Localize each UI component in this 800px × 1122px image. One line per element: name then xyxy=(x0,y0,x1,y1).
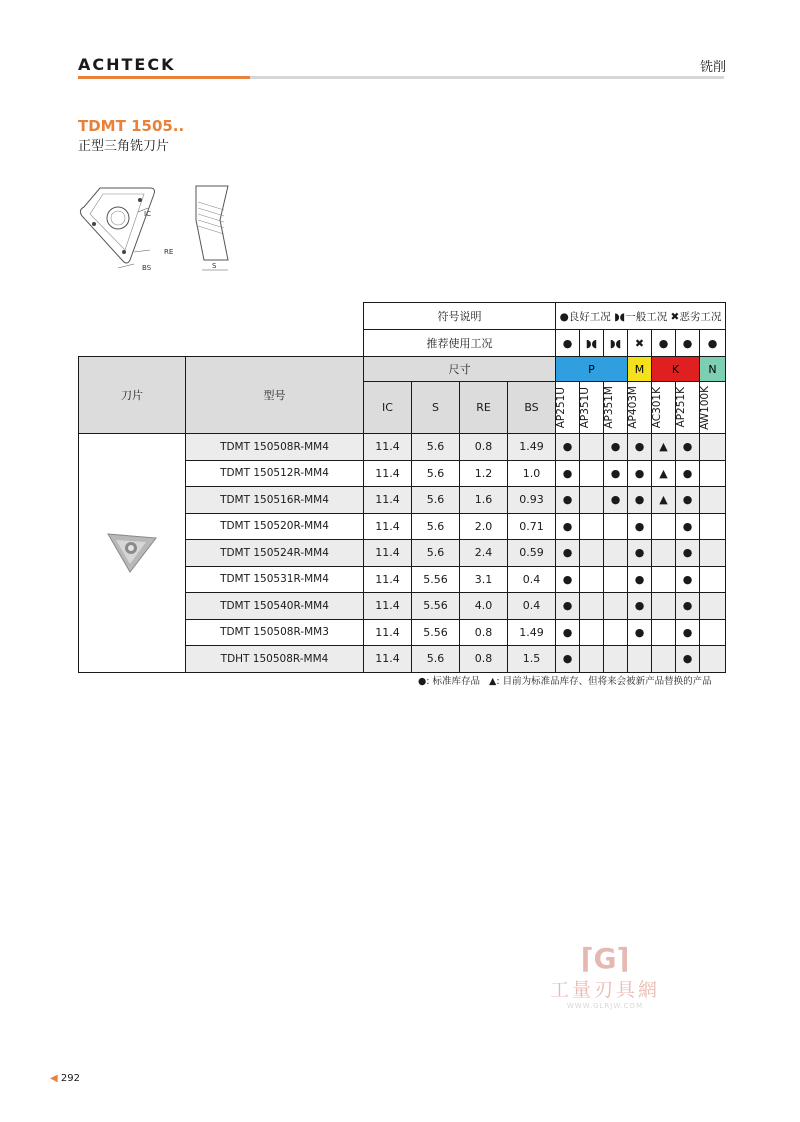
group-m: M xyxy=(628,357,652,382)
recommend-symbol: ◗◖ xyxy=(604,330,628,357)
group-k: K xyxy=(652,357,700,382)
s-cell: 5.56 xyxy=(412,619,460,646)
grade-mark-cell: ● xyxy=(676,513,700,540)
grade-label: AP403M xyxy=(627,386,639,429)
ic-cell: 11.4 xyxy=(364,434,412,461)
grade-mark-cell: ● xyxy=(604,487,628,514)
grade-mark-cell xyxy=(580,434,604,461)
dim-col-bs: BS xyxy=(508,382,556,434)
model-cell: TDMT 150540R-MM4 xyxy=(186,593,364,620)
watermark-url: WWW.GLRJW.COM xyxy=(566,1002,644,1010)
grade-mark-cell: ● xyxy=(556,646,580,673)
section-title: 铣削 xyxy=(699,60,726,75)
grade-mark-cell: ● xyxy=(556,540,580,567)
grade-mark-cell: ● xyxy=(556,434,580,461)
recommend-row xyxy=(79,330,726,357)
bs-cell: 1.0 xyxy=(508,460,556,487)
page-marker-icon: ◀ xyxy=(50,1073,58,1084)
grade-col xyxy=(556,382,580,434)
brand-logo: ACHTECK xyxy=(78,55,176,74)
grade-mark-cell xyxy=(652,513,676,540)
grade-mark-cell xyxy=(700,513,726,540)
recommend-symbol: ● xyxy=(556,330,580,357)
s-cell: 5.6 xyxy=(412,460,460,487)
re-cell: 2.0 xyxy=(460,513,508,540)
page-number-text: 292 xyxy=(60,1073,80,1084)
s-cell: 5.6 xyxy=(412,513,460,540)
ic-cell: 11.4 xyxy=(364,646,412,673)
ic-cell: 11.4 xyxy=(364,460,412,487)
product-subtitle: 正型三角铣刀片 xyxy=(78,139,170,154)
grade-mark-cell: ● xyxy=(628,513,652,540)
grade-mark-cell xyxy=(580,460,604,487)
group-n: N xyxy=(700,357,726,382)
recommend-symbol: ◗◖ xyxy=(580,330,604,357)
grade-mark-cell: ● xyxy=(628,566,652,593)
bs-cell: 1.5 xyxy=(508,646,556,673)
s-label: S xyxy=(212,262,217,270)
grade-mark-cell: ▲ xyxy=(652,487,676,514)
re-cell: 0.8 xyxy=(460,434,508,461)
grade-col xyxy=(652,382,676,434)
re-cell: 4.0 xyxy=(460,593,508,620)
recommend-symbol: ● xyxy=(652,330,676,357)
footnote xyxy=(418,673,718,687)
grade-mark-cell: ● xyxy=(676,566,700,593)
s-cell: 5.6 xyxy=(412,487,460,514)
table-row xyxy=(79,434,726,461)
insert-photo xyxy=(102,526,162,576)
grade-mark-cell xyxy=(580,646,604,673)
bs-cell: 0.93 xyxy=(508,487,556,514)
legend-text: ●良好工况 ◗◖一般工况 ✖恶劣工况 xyxy=(556,303,726,330)
bs-cell: 1.49 xyxy=(508,619,556,646)
grade-mark-cell xyxy=(652,593,676,620)
grade-mark-cell xyxy=(700,646,726,673)
grade-mark-cell xyxy=(652,566,676,593)
grade-mark-cell: ● xyxy=(676,487,700,514)
ic-cell: 11.4 xyxy=(364,487,412,514)
grade-label: AP351M xyxy=(603,386,615,429)
grade-mark-cell: ● xyxy=(628,593,652,620)
grade-mark-cell: ● xyxy=(676,593,700,620)
grade-mark-cell: ● xyxy=(676,646,700,673)
model-cell: TDMT 150531R-MM4 xyxy=(186,566,364,593)
insert-technical-drawing xyxy=(78,180,238,280)
grade-mark-cell xyxy=(700,619,726,646)
table-body xyxy=(79,434,726,673)
grade-col xyxy=(700,382,726,434)
grade-mark-cell: ● xyxy=(604,434,628,461)
re-cell: 0.8 xyxy=(460,619,508,646)
grade-mark-cell xyxy=(700,460,726,487)
grade-mark-cell: ● xyxy=(556,513,580,540)
spec-table xyxy=(78,302,726,673)
model-cell: TDMT 150512R-MM4 xyxy=(186,460,364,487)
model-cell: TDMT 150508R-MM3 xyxy=(186,619,364,646)
model-cell: TDMT 150516R-MM4 xyxy=(186,487,364,514)
grade-mark-cell: ● xyxy=(628,487,652,514)
grade-mark-cell: ▲ xyxy=(652,460,676,487)
grade-mark-cell xyxy=(604,540,628,567)
watermark xyxy=(540,942,670,1010)
legend-label: 符号说明 xyxy=(364,303,556,330)
re-cell: 2.4 xyxy=(460,540,508,567)
grade-col xyxy=(580,382,604,434)
s-cell: 5.6 xyxy=(412,540,460,567)
ic-cell: 11.4 xyxy=(364,566,412,593)
bs-cell: 1.49 xyxy=(508,434,556,461)
product-title: TDMT 1505.. xyxy=(78,117,185,135)
recommend-label: 推荐使用工况 xyxy=(364,330,556,357)
grade-mark-cell xyxy=(580,487,604,514)
grade-mark-cell: ● xyxy=(628,619,652,646)
bs-cell: 0.4 xyxy=(508,593,556,620)
grade-mark-cell xyxy=(580,513,604,540)
grade-label: AW100K xyxy=(699,385,711,430)
bs-cell: 0.71 xyxy=(508,513,556,540)
header-accent-line xyxy=(78,76,250,79)
grade-mark-cell xyxy=(580,566,604,593)
dim-col-s: S xyxy=(412,382,460,434)
grade-mark-cell: ● xyxy=(556,619,580,646)
model-cell: TDMT 150508R-MM4 xyxy=(186,434,364,461)
grade-mark-cell: ● xyxy=(628,460,652,487)
s-cell: 5.6 xyxy=(412,434,460,461)
grade-mark-cell: ▲ xyxy=(652,434,676,461)
grade-mark-cell: ● xyxy=(676,434,700,461)
grade-mark-cell xyxy=(604,646,628,673)
model-header: 型号 xyxy=(186,357,364,434)
insert-header: 刀片 xyxy=(79,357,186,434)
grade-mark-cell xyxy=(700,566,726,593)
grade-mark-cell xyxy=(580,593,604,620)
ic-cell: 11.4 xyxy=(364,540,412,567)
grade-mark-cell: ● xyxy=(628,434,652,461)
grade-col xyxy=(628,382,652,434)
footnote-stock: ●: 标准库存品 xyxy=(418,676,481,687)
bs-cell: 0.59 xyxy=(508,540,556,567)
recommend-symbol: ● xyxy=(676,330,700,357)
grade-label: AP251K xyxy=(675,387,687,428)
grade-mark-cell xyxy=(652,619,676,646)
model-cell: TDMT 150520R-MM4 xyxy=(186,513,364,540)
re-cell: 0.8 xyxy=(460,646,508,673)
ic-label: IC xyxy=(144,210,151,218)
bs-cell: 0.4 xyxy=(508,566,556,593)
grade-mark-cell xyxy=(580,540,604,567)
re-cell: 3.1 xyxy=(460,566,508,593)
ic-cell: 11.4 xyxy=(364,513,412,540)
footnote-replace: ▲: 目前为标准品库存、但将来会被新产品替换的产品 xyxy=(489,676,712,687)
model-cell: TDMT 150524R-MM4 xyxy=(186,540,364,567)
grade-col xyxy=(676,382,700,434)
ic-cell: 11.4 xyxy=(364,619,412,646)
grade-label: AC301K xyxy=(651,386,663,429)
grade-mark-cell xyxy=(652,540,676,567)
grade-mark-cell: ● xyxy=(556,487,580,514)
page-number xyxy=(50,1073,80,1084)
grade-mark-cell xyxy=(604,513,628,540)
watermark-text: 工量刃具網 xyxy=(549,979,660,1001)
grade-mark-cell xyxy=(604,619,628,646)
grade-mark-cell: ● xyxy=(556,566,580,593)
grade-mark-cell xyxy=(700,593,726,620)
re-cell: 1.6 xyxy=(460,487,508,514)
grade-col xyxy=(604,382,628,434)
model-cell: TDHT 150508R-MM4 xyxy=(186,646,364,673)
s-cell: 5.56 xyxy=(412,593,460,620)
grade-mark-cell xyxy=(628,646,652,673)
bs-label: BS xyxy=(142,264,152,272)
dim-col-re: RE xyxy=(460,382,508,434)
grade-mark-cell xyxy=(580,619,604,646)
dim-col-ic: IC xyxy=(364,382,412,434)
header-row-1 xyxy=(79,357,726,382)
insert-top-view xyxy=(80,188,173,272)
insert-side-view xyxy=(196,186,228,270)
group-p: P xyxy=(556,357,628,382)
watermark-logo-icon: ⌈G⌉ xyxy=(580,942,630,975)
ic-cell: 11.4 xyxy=(364,593,412,620)
recommend-symbol: ✖ xyxy=(628,330,652,357)
grade-mark-cell xyxy=(604,566,628,593)
grade-mark-cell: ● xyxy=(676,619,700,646)
grade-mark-cell: ● xyxy=(676,540,700,567)
re-cell: 1.2 xyxy=(460,460,508,487)
grade-mark-cell: ● xyxy=(628,540,652,567)
legend-row xyxy=(79,303,726,330)
recommend-symbol: ● xyxy=(700,330,726,357)
grade-mark-cell xyxy=(700,434,726,461)
grade-mark-cell xyxy=(604,593,628,620)
grade-mark-cell xyxy=(652,646,676,673)
grade-mark-cell: ● xyxy=(676,460,700,487)
s-cell: 5.6 xyxy=(412,646,460,673)
grade-mark-cell: ● xyxy=(604,460,628,487)
grade-mark-cell: ● xyxy=(556,593,580,620)
grade-label: AP351U xyxy=(579,386,591,429)
grade-mark-cell xyxy=(700,487,726,514)
dim-header: 尺寸 xyxy=(364,357,556,382)
header-divider-line xyxy=(250,76,724,79)
insert-image-cell xyxy=(79,434,186,673)
grade-mark-cell xyxy=(700,540,726,567)
s-cell: 5.56 xyxy=(412,566,460,593)
grade-label: AP251U xyxy=(555,386,567,429)
re-label: RE xyxy=(164,248,174,256)
grade-mark-cell: ● xyxy=(556,460,580,487)
